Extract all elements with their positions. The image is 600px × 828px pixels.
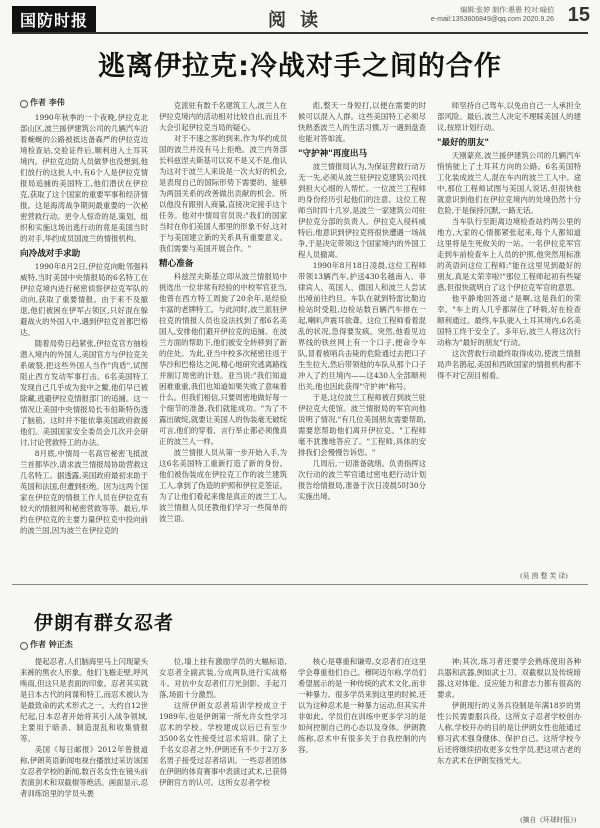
paragraph: 8月底,中情局一名高官秘密飞抵波兰首都华沙,请求波兰情报局协助营救这几名特工。据透露,美国政府最初求助于英国和法国,但遭到拒绝。因为这两个国家在伊拉克的情报工作人员在伊拉克有较大的情报网和秘密营救等等。最后,华约在伊拉克的主要力量伊拉克中投向前的波兰国,因为波兰在伊拉克的: [20, 449, 148, 535]
page-number: 15: [567, 4, 590, 26]
paragraph: 美国《每日邮报》2012年曾报道称,伊朗英语新闻电视台播放过采访该国女忍者学校的新闻,数百名女性在镜头前表演剑术和双截棍等绝活。画面显示,忍者训练馆里的学员头裹: [20, 745, 148, 798]
article2-column-3: [298, 656, 426, 824]
paragraph: 核心是尊重和谦卑,女忍者们在这里学会尊重他们自己。穆阿迈尔称,学员们希望展示的是一种传统的武术文化,而非一种暴力。很多学员来到这里的时候,还以为这种忍术是一种暴力运动,但其实并非如此。学员们在训练中更多学习的是如何控制自己的心态以及身体。伊朗教练称,忍术中有很多关于自我控制的内容。: [298, 657, 426, 754]
contact-date: e-mail:1353606849@qq.com 2020.9.26: [430, 16, 554, 23]
paragraph: 伊朗现行的义务兵役制是年满18岁的男性公民需要服兵役。这所女子忍者学校创办人称,学校开办的目的是让伊朗女性也能通过修习武术强身健体、保护自己。这所学校今后还将继续招收更多女性学员,把这项古老的东方武术在伊朗发扬光大。: [437, 701, 581, 765]
header-rule: [12, 32, 588, 34]
paragraph: 这次营救行动最终取得成功,使波兰情报局声名鹊起,美国和西欧国家的情报机构都不得不对它刮目相看。: [437, 349, 581, 380]
paragraph: 于是,这位波兰工程师被召到波兰驻伊拉克大使馆。波兰情报局的军官向他说明了情况,"有几位美国朋友需要帮助,需要您帮助他们离开伊拉克。"工程师毫不犹豫地答应了。"工程师,具体的安排我们会慢慢告诉您。": [298, 393, 426, 457]
paragraph: 几周后,一切准备就绪。负责指挥这次行动的波兰军官通过密电把行动计划报告给情报局,准备于次日凌晨5时30分实施出境。: [298, 459, 426, 501]
paragraph: 对于不速之客的到来,作为华约成员国的波兰并没有马上拒绝。波兰内务部长科兹涅夫斯基可以说不是又不是,他认为这对于波兰人来说是一次大好的机会,是表现自己的国际形势下需要的、能够为两国关系的改善做出贡献的机会。所以他没有跟别人商量,直接决定接手这个任务。他对中情局官员说:"我们的国家当时在你们美国人那里的形象不好,这对于与美国建立新的关系具有重要意义。我们需要与美国开展合作。": [159, 134, 287, 253]
paragraph: 他平静地回答道:"是啊,这是我们的荣幸。"车上的人几乎都屏住了呼吸,好在检查顺利通过。最终,车队驶入土耳其境内,6名美国特工终于安全了。多年后,波兰人将这次行动称为"最好的朋友"行动。: [437, 294, 581, 347]
paragraph: 1990年8月18日凌晨,这位工程师带领13辆汽车,护送430名越南人、菲律宾人、英国人、德国人和波兰人尝试出境前往约旦。车队在就到特雷比勒边检站时受阻,边检站数百辆汽车排在一起,喇叭声震耳欲聋。这位工程师看着混乱的状况,急得要发疯。突然,他看见边界线的铁丝网上有一个口子,便命令车队,冒着被哨兵击毙的危险通过去把口子生生拉大,然后带领他的车队从那个口子冲入了约旦境内——这430人全部顺利出关,他也因此获得"守护神"称号。: [298, 261, 426, 391]
paragraph: 1990年秋季的一个夜晚,伊拉克北部山区,波兰援伊建筑公司的几辆汽车沿着蜿蜒的公路被抵达备森严的伊拉克边境检查站,交验证件后,顺利进入土耳其境内。伊拉克边防人员做梦也没想到,他们放行的这批人中,有6个人是伊拉克情报局追捕的美国特工,他们潜伏在伊拉克,获取了这个国家的重要军事和经济情报。这是海湾战争期间最重要的一次秘密营救行动。更令人惊奇的是,策划、组织和实施这场出逃行动的竟是美国当时的对手,华约成员国波兰的情报机构。: [20, 113, 148, 243]
paragraph: 克派驻有数千名建筑工人,波兰人在伊拉克境内的活动相对比较自由,而且不大会引起伊拉克当局的疑心。: [159, 101, 287, 132]
article1-column-4: [437, 100, 581, 566]
paragraph: 神;其次,练习者还要学会熟练使用各种兵器和武器,例如武士刀、双截棍以及传统暗器,这对体能、反应能力和意志力都有很高的要求。: [437, 657, 581, 699]
article2-author: [20, 639, 140, 651]
section-title: 阅读: [268, 10, 332, 31]
article-divider: [12, 584, 588, 585]
article1-headline: 逃离伊拉克:冷战对手之间的合作: [98, 51, 502, 82]
article2-column-1: [20, 656, 148, 824]
article2-credit: (摘自《环球时报》): [520, 816, 577, 824]
paragraph: 波兰情报人员从第一步开始入手,为这6名美国特工重新打造了新的身份。他们被伪装成在伊拉克工作的波兰建筑工人,拿到了伪造的护照和伊拉克签证。为了让他们看起来像是真正的波兰工人,波兰情报人员还教他们学习一些简单的波兰语。: [159, 448, 287, 523]
paragraph: 师坚持自己驾车,以免由自己一人承担全部风险。最后,波兰人决定不理睬美国人的建议,按原计划行动。: [437, 101, 581, 132]
article2-column-4: [437, 656, 581, 812]
article1-author-text: 作者 李伟: [30, 98, 65, 107]
article1-column-3: [298, 100, 426, 582]
article1-credit: (吴 茵 整 芙 译): [520, 572, 568, 580]
article2-headline: 伊朗有群女忍者: [34, 612, 175, 634]
article2-column-2: [159, 656, 287, 824]
subheading: "最好的朋友": [437, 138, 489, 148]
paragraph: 彪,整天一身短打,以便在需要的时候可以混入人群。这些美国特工必须尽快熟悉波兰人的生活习惯,万一遇到盘查也能对答如流。: [298, 101, 426, 143]
paragraph: 随着局势日趋紧张,伊拉克官方抽检潜入境内的外国人,美国官方与伊拉克关系破裂,把这些外国人当作"肉盾",试图阻止西方发动军事打击。6名美国特工发现自己几乎成为瓮中之鳖,他们早已被除藏,逃避伊拉克情报部门的追捕。这一情况让美国中央情报局长韦伯斯特伤透了脑筋。这时并不能依靠美国政府救援他们。美国国家安全委员会几次开会研讨,讨论营救特工的办法。: [20, 339, 148, 447]
subheading: "守护神"再度出马: [298, 149, 368, 159]
article2-author-text: 作者 钟正杰: [30, 640, 73, 649]
article1-author: [20, 97, 140, 109]
editor-credits: 编辑:张婷 制作:愚愚 校对:喻伯: [460, 7, 554, 14]
article1-column-1: [20, 112, 148, 582]
newspaper-logo: 国防时报: [12, 6, 96, 33]
paragraph: 提起忍者,人们脑海里马上闪现蒙头来裤的黑衣人形象。他们飞檐走壁,呼风唤雨,但这只是表面的印象。忍者其实就是日本古代的间谍和特工,而忍术被认为是最致命的武术形式之一。大约自12世纪起,日本忍者开始将其引入战争领域,主要用于暗杀、制造混乱和收集情报等。: [20, 657, 148, 743]
subheading: 精心准备: [159, 259, 194, 269]
paragraph: 波兰情报局认为,为保证营救行动万无一失,必须从波兰驻伊拉克建筑公司找到担大心细的人帮忙。一位波兰工程师的身份经历引起他们的注意。这位工程师当时四十几岁,是波兰一家建筑公司驻伊拉克分部的负责人。伊拉克入侵科威特后,他意识到伊拉克将很快遭遇一场战争,于是决定带领这个国家境内的外国工程人员撤离。: [298, 162, 426, 259]
paragraph: 当车队行至距离边境检查站约两公里的地方,大家的心情都紧张起来,每个人都知道这里将是生死攸关的一站。一名伊拉克军官走到车前检查车上人员的护照,他突然用标准的英语问这位工程师:"能在这里见到最好的朋友,真是太荣幸啦!"那位工程师起初有些疑惑,但很快就明白了这个伊拉克军官的意思。: [437, 217, 581, 292]
masthead: [0, 0, 600, 34]
editor-meta: [431, 6, 554, 24]
paragraph: 这所伊朗女忍者培训学校成立于1989年,也是伊朗第一所允许女性学习忍术的学校。学校建成以后已有至少3500名女性接受过忍术培训。除了上千名女忍者之外,伊朗还有不少于2万多名男子接受过忍者培训。一些忍者团体在伊朗的体育赛事中表演过武术,已获得伊朗官方的认可。这所女忍者学校: [159, 701, 287, 787]
paragraph: 天刚蒙亮,波兰援伊建筑公司的几辆汽车悄悄驶上了土耳其方向的公路。6名美国特工化装成波兰人,混在车内的波兰工人中。途中,那位工程师试图与美国人说话,但很快他就意识到他们在伊拉克境内的处境仍然十分危险,于是保持沉默,一路无话。: [437, 151, 581, 215]
subheading: 向冷战对手求助: [20, 249, 81, 259]
article1-column-2: [159, 100, 287, 582]
paragraph: 位,墙上挂有激励学员的大幅标语,女忍者全副武装,分成两队进行实战格斗。对抗中女忍者们刀光剑影、手起刀落,场面十分激烈。: [159, 657, 287, 699]
paragraph: 1990年8月2日,伊拉克向毗邻强科威特,当时美国中央情报局的6名特工在伊拉克境内进行秘密侦察伊拉克军队的动向,获取了重要情报。由于来不及撤退,他们被困在伊军占领区,只好混在躲避战火的外国人中,遇到伊拉克首都巴格达。: [20, 262, 148, 337]
paragraph: 科兹涅夫斯基立即从波兰情报局中挑选出一位非常有经验的中校军官亚当,他曾在西方特工周旋了20余年,是经验丰富的老牌特工。与此同时,波兰派驻伊拉克的情报人员也设法找到了那6名美国人,安排他们避开伊拉克的追捕。在波兰方面的帮助下,他们被安全转移到了新的住处。为此,亚当中校多次秘密往返于华沙和巴格达之间,精心地研究逃离路线并制订周密的计划。亚当说:"我们知道困难重重,我们也知道如果失败了意味着什么。但我们相信,只要周密地做好每一个细节的准备,我们就能成功。"为了不露出破绽,就要让美国人的伪装毫无破绽可言,他们的穿着、言行举止都必须像真正的波兰人一样。: [159, 272, 287, 446]
